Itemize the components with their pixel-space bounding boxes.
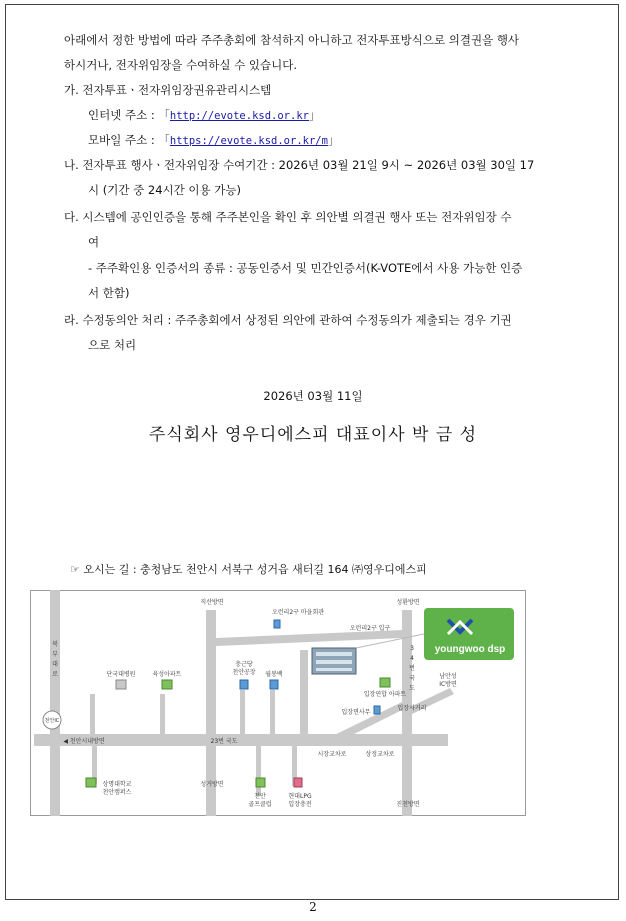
- label-seonggeo: 성거방면: [200, 781, 224, 788]
- label-route34-5: 도: [409, 685, 415, 692]
- mobile-address-label: 모바일 주소 : 「: [88, 133, 170, 147]
- intro-line-1: 아래에서 정한 방법에 따라 주주총회에 참석하지 아니하고 전자투표방식으로 의결권을 행사: [64, 33, 520, 47]
- label-sangjeong: 상정교차로: [365, 751, 395, 758]
- item-ra-line-2: 으로 처리: [88, 338, 137, 352]
- road-bukbu: [50, 590, 60, 816]
- mobile-address-close: 」: [327, 133, 340, 147]
- village-hall-icon: [274, 620, 280, 628]
- ipjang-office-icon: [374, 706, 380, 714]
- logo-text: youngwoo dsp: [434, 644, 506, 655]
- label-bukbu-2: 부: [52, 651, 58, 658]
- internet-address-close: 」: [308, 108, 321, 122]
- mobile-address-link[interactable]: https://evote.ksd.or.kr/m: [169, 135, 328, 147]
- label-route23: 23번 국도: [210, 738, 238, 745]
- lpg-station-icon: [294, 778, 302, 787]
- label-seonghwan: 성환방면: [396, 599, 420, 606]
- hospital-icon: [116, 680, 126, 689]
- label-bukbu-4: 로: [52, 671, 58, 678]
- label-namansung-1: 남안성: [439, 673, 457, 680]
- label-cheonan-ic: 천안IC: [44, 718, 60, 724]
- label-yukseong: 육성아파트: [152, 671, 182, 678]
- university-icon: [86, 778, 96, 787]
- item-da-sub-1: - 주주확인용 인증서의 종류 : 공동인증서 및 민간인증서(K-VOTE에서 사용 가능한 인증: [88, 261, 523, 275]
- label-namansung-2: IC방면: [439, 681, 457, 688]
- label-sangmyung-2: 천안캠퍼스: [102, 789, 132, 796]
- label-hyundai-1: 현대LPG: [288, 793, 312, 800]
- item-na-line-2: 시 (기간 중 24시간 이용 가능): [88, 183, 241, 197]
- item-ga-title: 가. 전자투표ㆍ전자위임장권유관리시스템: [64, 83, 272, 97]
- road-route-34: [402, 610, 412, 816]
- label-jincheon: 진천방면: [396, 801, 420, 808]
- company-logo: [424, 608, 514, 660]
- label-route34-1: 3: [410, 645, 414, 652]
- item-da-line-2: 여: [88, 235, 100, 249]
- internet-address-link[interactable]: http://evote.ksd.or.kr: [169, 110, 309, 122]
- directions-line: ☞ 오시는 길 : 충청남도 천안시 서북구 성거읍 새터길 164 ㈜영우디에스피: [70, 563, 427, 576]
- label-jiksan: 직산방면: [200, 599, 224, 606]
- label-wolbong: 월봉백: [265, 671, 283, 678]
- item-na-line-1: 나. 전자투표 행사ㆍ전자위임장 수여기간 : 2026년 03월 21일 9시 ~ 2026년 03월 30일 17: [64, 158, 535, 172]
- chungeundang-icon: [240, 680, 248, 689]
- label-bukbu-1: 북: [52, 641, 58, 648]
- page-number: 2: [309, 900, 317, 914]
- label-golf-2: 골프클럽: [248, 801, 272, 808]
- label-sijang: 시장교차로: [317, 751, 347, 758]
- internet-address: [88, 103, 320, 129]
- ipjang-apartment-icon: [380, 678, 390, 687]
- label-bukbu-3: 대: [52, 661, 58, 668]
- label-sangmyung-1: 상명대학교: [102, 781, 132, 788]
- label-ipjang-crossroad: 입장사거리: [397, 705, 427, 712]
- item-da-line-1: 다. 시스템에 공인인증을 통해 주주본인을 확인 후 의안별 의결권 행사 또는 전자위임장 수: [64, 210, 512, 224]
- notice-date: 2026년 03월 11일: [263, 389, 363, 403]
- road-wolbong: [270, 690, 275, 736]
- internet-address-label: 인터넷 주소 : 「: [88, 108, 170, 122]
- label-cheonan-direction: ◀ 천안시내방면: [63, 738, 105, 745]
- label-route34-4: 국: [409, 675, 415, 682]
- label-chungeundang-2: 천안공장: [232, 669, 256, 676]
- signature: 주식회사 영우디에스피 대표이사 박 금 성: [148, 425, 478, 445]
- wolbong-icon: [270, 680, 278, 689]
- label-hyundai-2: 입장충전: [288, 801, 312, 808]
- golf-club-icon: [256, 778, 265, 787]
- label-jinan-entrance: 오런리2구 입구: [349, 625, 391, 632]
- road-dankook: [90, 694, 95, 736]
- label-dankook: 단국대병원: [106, 671, 136, 678]
- apartment-icon: [162, 680, 172, 689]
- item-ra-line-1: 라. 수정동의안 처리 : 주주총회에서 상정된 의안에 관하여 수정동의가 제출되는 경우 기권: [64, 313, 512, 327]
- intro-line-2: 하시거나, 전자위임장을 수여하실 수 있습니다.: [64, 58, 298, 72]
- location-map: [30, 590, 526, 816]
- item-da-sub-2: 서 한함): [88, 286, 130, 300]
- label-ipjang-office: 입장면사무: [341, 709, 371, 716]
- label-route34-3: 번: [409, 665, 415, 672]
- road-chungeundang: [240, 690, 245, 736]
- label-route34-2: 4: [410, 655, 414, 662]
- label-ipjang-apartment: 입장연합 아파트: [363, 691, 407, 698]
- road-factory: [300, 650, 308, 736]
- mobile-address: [88, 128, 339, 154]
- road-golf: [256, 746, 261, 796]
- road-yukseong: [160, 694, 165, 736]
- label-jinan-village: 오런리2구 마을회관: [271, 609, 325, 616]
- label-chungeundang-1: 충근당: [235, 661, 253, 668]
- label-golf-1: 천안: [254, 793, 266, 800]
